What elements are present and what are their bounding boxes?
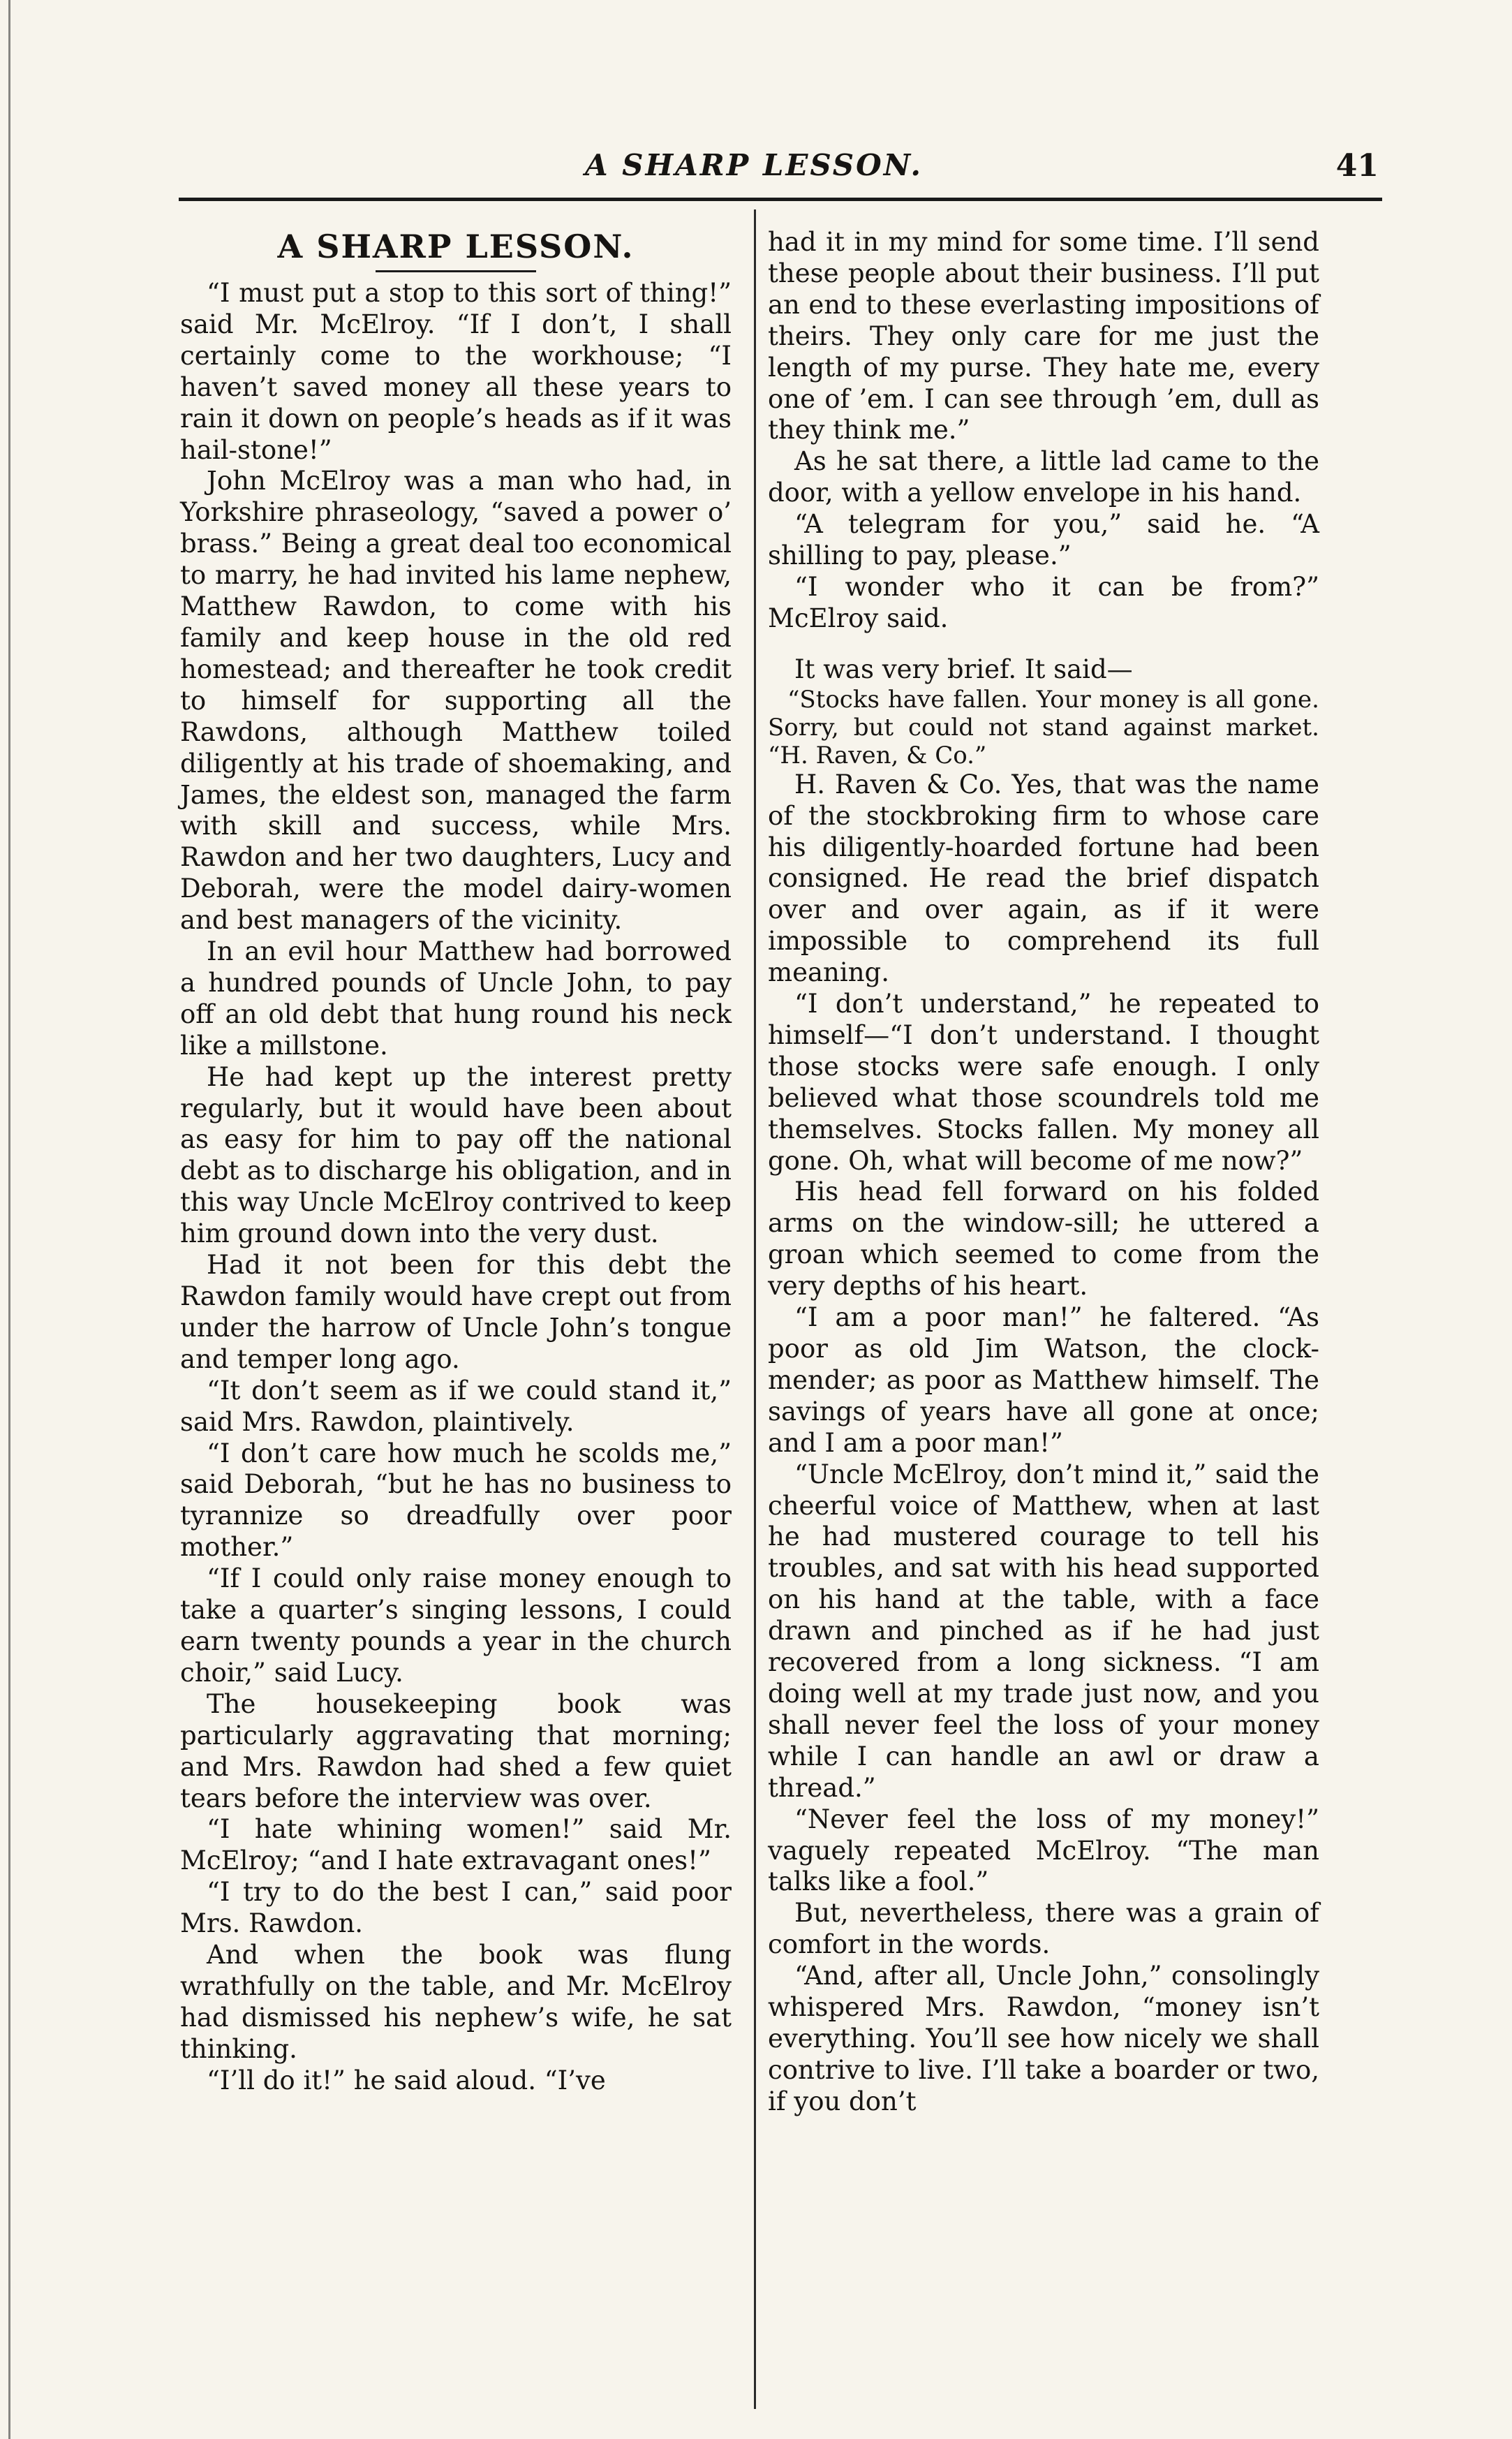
- paragraph: “I try to do the best I can,” said poor Mrs. Rawdon.: [180, 1877, 732, 1939]
- story-title: A SHARP LESSON.: [277, 228, 635, 265]
- paragraph: And when the book was flung wrathfully on the table, and Mr. McElroy had dismissed his nephew’s wife, he sat thinking.: [180, 1940, 732, 2064]
- paragraph: “Uncle McElroy, don’t mind it,” said the cheerful voice of Matthew, when at last he had mustered courage to tell his troubles, and sat with his head supported on his hand at the table, with a face drawn and pinched as if he had just recovered from a long sickness. “I am doing well at my trade just now, and you shall never feel the loss of your money while I can handle an awl or draw a thread.”: [768, 1459, 1319, 1803]
- paragraph: “Never feel the loss of my money!” vaguely repeated McElroy. “The man talks like a fool.”: [768, 1804, 1319, 1897]
- paragraph: It was very brief. It said—: [794, 654, 1133, 684]
- paragraph: “It don’t seem as if we could stand it,” said Mrs. Rawdon, plaintively.: [180, 1375, 732, 1437]
- page-gutter-line: [8, 0, 13, 2439]
- paragraph: In an evil hour Matthew had borrowed a hundred pounds of Uncle John, to pay off an old debt that hung round his neck like a millstone.: [180, 936, 732, 1061]
- left-column: [180, 227, 732, 2097]
- paragraph: “I am a poor man!” he faltered. “As poor as old Jim Watson, the clock-mender; as poor as Matthew himself. The savings of years have all gone at once; and I am a poor man!”: [768, 1302, 1319, 1458]
- paragraph: “If I could only raise money enough to take a quarter’s singing lessons, I could earn twenty pounds a year in the church choir,” said Lucy.: [180, 1563, 732, 1688]
- page-number: 41: [1335, 148, 1379, 184]
- paragraph: The housekeeping book was particularly aggravating that morning; and Mrs. Rawdon had shed a few quiet tears before the interview was over.: [180, 1688, 732, 1813]
- paragraph: “I hate whining women!” said Mr. McElroy; “and I hate extravagant ones!”: [180, 1814, 732, 1876]
- running-title: A SHARP LESSON.: [584, 148, 924, 182]
- header-rule: [179, 198, 1382, 201]
- title-rule: [376, 270, 536, 272]
- paragraph: “I’ll do it!” he said aloud. “I’ve: [207, 2065, 606, 2095]
- paragraph: “I must put a stop to this sort of thing!” said Mr. McElroy. “If I don’t, I shall certainly come to the workhouse; “I haven’t saved money all these years to rain it down on people’s heads as if it was hail-stone!”: [180, 278, 732, 465]
- paragraph: “I don’t care how much he scolds me,” said Deborah, “but he has no business to tyrannize so dreadfully over poor mother.”: [180, 1438, 732, 1563]
- paragraph: As he sat there, a little lad came to the door, with a yellow envelope in his hand.: [768, 446, 1319, 508]
- paragraph: “A telegram for you,” said he. “A shilling to pay, please.”: [768, 509, 1319, 571]
- section-spacer: [768, 635, 1319, 654]
- paragraph: His head fell forward on his folded arms on the window-sill; he uttered a groan which seemed to come from the very depths of his heart.: [768, 1177, 1319, 1302]
- page-header: [0, 148, 1512, 190]
- paragraph: “I don’t understand,” he repeated to himself—“I don’t understand. I thought those stocks were safe enough. I only believed what those scoundrels told me themselves. Stocks fallen. My money all gone. Oh, what will become of me now?”: [768, 989, 1319, 1176]
- right-column: [768, 227, 1319, 2118]
- paragraph: Had it not been for this debt the Rawdon family would have crept out from under the harrow of Uncle John’s tongue and temper long ago.: [180, 1250, 732, 1374]
- telegram-text: “Stocks have fallen. Your money is all gone. Sorry, but could not stand against market. “H. Raven, & Co.”: [768, 685, 1319, 769]
- column-divider: [754, 209, 756, 2409]
- paragraph: “I wonder who it can be from?” McElroy said.: [768, 571, 1319, 633]
- paragraph: He had kept up the interest pretty regularly, but it would have been about as easy for him to pay off the national debt as to discharge his obligation, and in this way Uncle McElroy contrived to keep him ground down into the very dust.: [180, 1061, 732, 1249]
- paragraph: But, nevertheless, there was a grain of comfort in the words.: [768, 1898, 1319, 1960]
- paragraph: “And, after all, Uncle John,” consolingly whispered Mrs. Rawdon, “money isn’t everything. You’ll see how nicely we shall contrive to live. I’ll take a boarder or two, if you don’t: [768, 1961, 1319, 2116]
- paragraph-continued: had it in my mind for some time. I’ll send these people about their business. I’ll put an end to these everlasting impositions of theirs. They only care for me just the length of my purse. They hate me, every one of ’em. I can see through ’em, dull as they think me.”: [768, 227, 1319, 445]
- paragraph: John McElroy was a man who had, in Yorkshire phraseology, “saved a power o’ brass.” Being a great deal too economical to marry, he had invited his lame nephew, Matthew Rawdon, to come with his family and keep house in the old red homestead; and thereafter he took credit to himself for supporting all the Rawdons, although Matthew toiled diligently at his trade of shoemaking, and James, the eldest son, managed the farm with skill and success, while Mrs. Rawdon and her two daughters, Lucy and Deborah, were the model dairy-women and best managers of the vicinity.: [180, 466, 732, 936]
- paragraph: H. Raven & Co. Yes, that was the name of the stockbroking firm to whose care his diligently-hoarded fortune had been consigned. He read the brief dispatch over and over again, as if it were impossible to comprehend its full meaning.: [768, 769, 1319, 988]
